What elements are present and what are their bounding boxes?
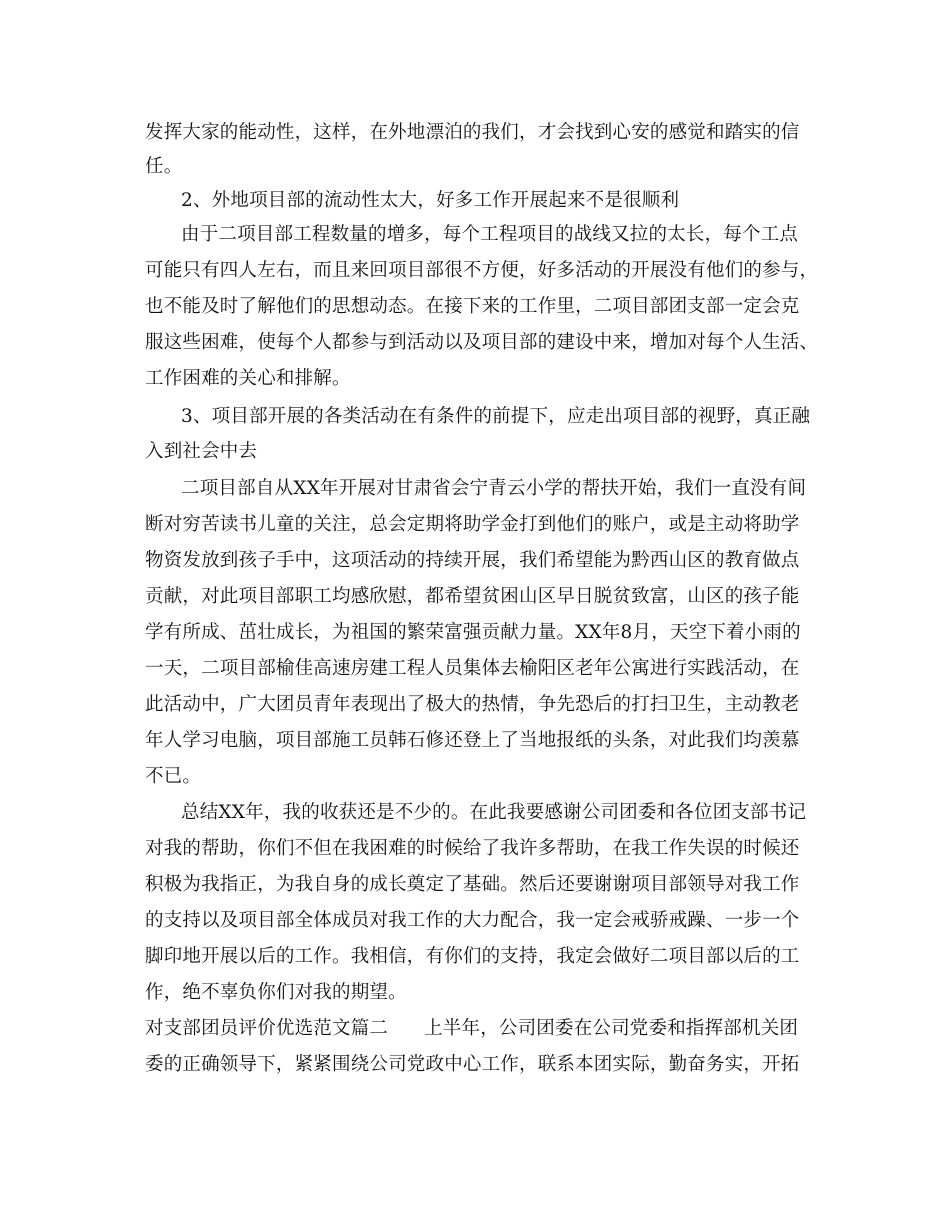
text-line: 的支持以及项目部全体成员对我工作的大力配合，我一定会戒骄戒躁、一步一个 — [145, 910, 800, 931]
text-line: 脚印地开展以后的工作。我相信，有你们的支持，我定会做好二项目部以后的工 — [145, 946, 800, 967]
section-second-line: 委的正确领导下，紧紧围绕公司党政中心工作，联系本团实际，勤奋务实，开拓 — [145, 1054, 800, 1075]
subheading-line: 2、外地项目部的流动性太大，好多工作开展起来不是很顺利 — [181, 190, 680, 211]
text-line: 贡献，对此项目部职工均感欣慰，都希望贫困山区早日脱贫致富，山区的孩子能 — [145, 586, 800, 607]
subheading-line: 3、项目部开展的各类活动在有条件的前提下，应走出项目部的视野，真正融 — [181, 406, 811, 427]
text-line: 总结XX年，我的收获还是不少的。在此我要感谢公司团委和各位团支部书记 — [181, 802, 807, 823]
section-title: 对支部团员评价优选范文篇二 — [145, 1018, 389, 1039]
text-line: 服这些困难，使每个人都参与到活动以及项目部的建设中来，增加对每个人生活、 — [145, 332, 819, 353]
text-line: 对我的帮助，你们不但在我困难的时候给了我许多帮助，在我工作失误的时候还 — [145, 838, 800, 859]
text-line: 学有所成、茁壮成长，为祖国的繁荣富强贡献力量。XX年8月，天空下着小雨的 — [145, 622, 801, 643]
text-line: 此活动中，广大团员青年表现出了极大的热情，争先恐后的打扫卫生，主动教老 — [145, 694, 800, 715]
text-line: 也不能及时了解他们的思想动态。在接下来的工作里，二项目部团支部一定会克 — [145, 296, 800, 317]
text-line: 发挥大家的能动性，这样，在外地漂泊的我们，才会找到心安的感觉和踏实的信 — [145, 122, 800, 143]
text-line: 工作困难的关心和排解。 — [145, 368, 351, 389]
text-line: 年人学习电脑，项目部施工员韩石修还登上了当地报纸的头条，对此我们均羡慕 — [145, 730, 800, 751]
text-line: 可能只有四人左右，而且来回项目部很不方便，好多活动的开展没有他们的参与， — [145, 260, 819, 281]
section-start-line — [145, 1017, 815, 1041]
subheading-line: 入到社会中去 — [145, 441, 258, 462]
text-line: 二项目部自从XX年开展对甘肃省会宁青云小学的帮扶开始，我们一直没有间 — [181, 478, 807, 499]
text-line: 一天，二项目部榆佳高速房建工程人员集体去榆阳区老年公寓进行实践活动，在 — [145, 658, 800, 679]
text-line: 断对穷苦读书儿童的关注，总会定期将助学金打到他们的账户，或是主动将助学 — [145, 514, 800, 535]
text-line: 由于二项目部工程数量的增多，每个工程项目的战线又拉的太长，每个工点 — [181, 224, 799, 245]
text-line: 物资发放到孩子手中，这项活动的持续开展，我们希望能为黔西山区的教育做点 — [145, 550, 800, 571]
section-first-line: 上半年，公司团委在公司党委和指挥部机关团 — [424, 1018, 799, 1039]
text-line: 任。 — [145, 156, 183, 177]
text-line: 积极为我指正，为我自身的成长奠定了基础。然后还要谢谢项目部领导对我工作 — [145, 874, 800, 895]
text-line: 作，绝不辜负你们对我的期望。 — [145, 982, 407, 1003]
text-line: 不已。 — [145, 766, 202, 787]
